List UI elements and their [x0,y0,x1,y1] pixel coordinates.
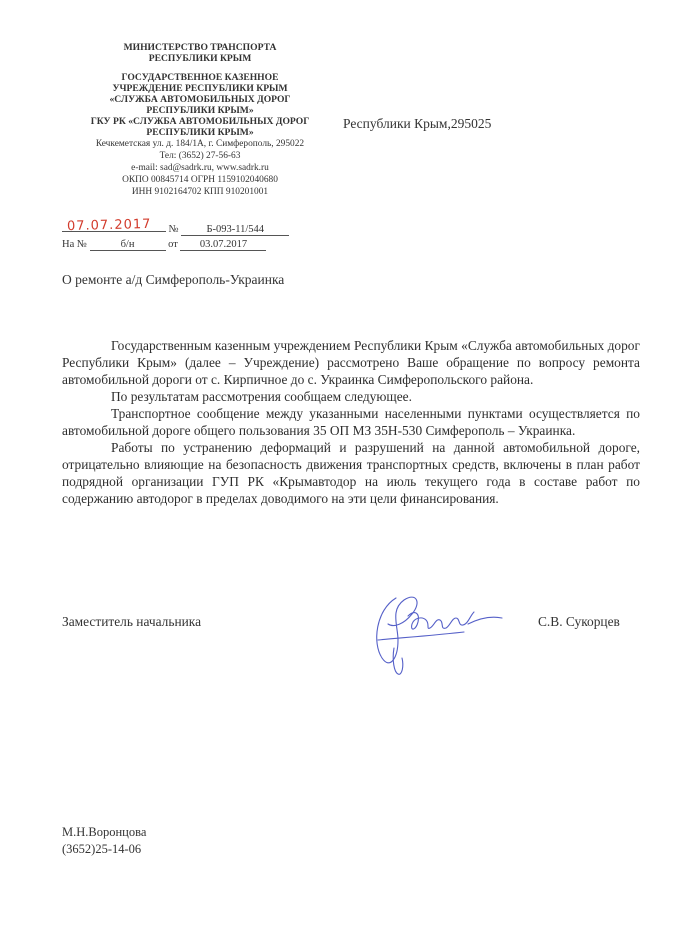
on-number-label: На № [62,239,87,250]
institution-line-1: ГОСУДАРСТВЕННОЕ КАЗЕННОЕ [121,72,279,83]
from-label: от [168,239,178,250]
reference-number-line [62,239,266,251]
address: Кечкеметская ул. д. 184/1А, г. Симферополь, 295022 [95,139,305,149]
letter-body [62,337,640,507]
body-paragraph-3: Транспортное сообщение между указанными населенными пунктами осуществляется по автомобильной дороге общего пользования 35 ОП МЗ 35Н-530 Симферополь – Украинка. [62,406,640,438]
body-paragraph-4: Работы по устранению деформаций и разрушений на данной автомобильной дороге, отрицательно влияющие на безопасность движения транспортных средств, включены в план работ подрядной организации ГУП РК «Крымавтодор на июль текущего года в составе работ по содержанию автодорог в пределах доводимого на эти цели финансирования. [62,440,640,506]
letter-subject: О ремонте а/д Симферополь-Украинка [62,272,285,287]
ministry-line-2: РЕСПУБЛИКИ КРЫМ [148,53,252,64]
ministry-line-1: МИНИСТЕРСТВО ТРАНСПОРТА [123,42,277,53]
body-paragraph-1: Государственным казенным учреждением Республики Крым «Служба автомобильных дорог Республики Крым» (далее – Учреждение) рассмотрено Ваше обращение по вопросу ремонта автомобильной дороги от с. Кирпичное до с. Украинка Симферопольского района. [62,338,640,387]
phone: Тел: (3652) 27-56-63 [159,151,241,161]
reference-date: 03.07.2017 [180,239,266,251]
inn-kpp: ИНН 9102164702 КПП 910201001 [131,187,269,197]
signer-name: С.В. Сукорцев [538,614,620,629]
okpo-ogrn: ОКПО 00845714 ОГРН 1159102040680 [122,175,278,185]
email: e-mail: sad@sadrk.ru, www.sadrk.ru [131,163,269,173]
reference-number: б/н [90,239,166,251]
outgoing-number: Б-093-11/544 [181,224,289,236]
executor-name: М.Н.Воронцова [62,825,147,839]
executor-block [62,824,146,858]
handwritten-signature [368,588,518,678]
outgoing-number-line [62,224,289,236]
institution-line-2: УЧРЕЖДЕНИЕ РЕСПУБЛИКИ КРЫМ [112,83,288,94]
redacted-recipient [338,64,528,112]
redacted-salutation [234,314,504,332]
letterhead [52,42,348,198]
short-name-line-1: ГКУ РК «СЛУЖБА АВТОМОБИЛЬНЫХ ДОРОГ [90,116,310,127]
institution-line-3: «СЛУЖБА АВТОМОБИЛЬНЫХ ДОРОГ [109,94,291,105]
handwritten-date: 07.07.2017 [66,216,152,235]
number-label: № [168,224,179,235]
body-paragraph-2: По результатам рассмотрения сообщаем следующее. [111,389,412,404]
signer-title: Заместитель начальника [62,614,202,629]
short-name-line-2: РЕСПУБЛИКИ КРЫМ» [146,127,254,138]
executor-phone: (3652)25-14-06 [62,842,142,856]
recipient-city: Республики Крым,295025 [343,116,492,131]
institution-line-4: РЕСПУБЛИКИ КРЫМ» [146,105,254,116]
